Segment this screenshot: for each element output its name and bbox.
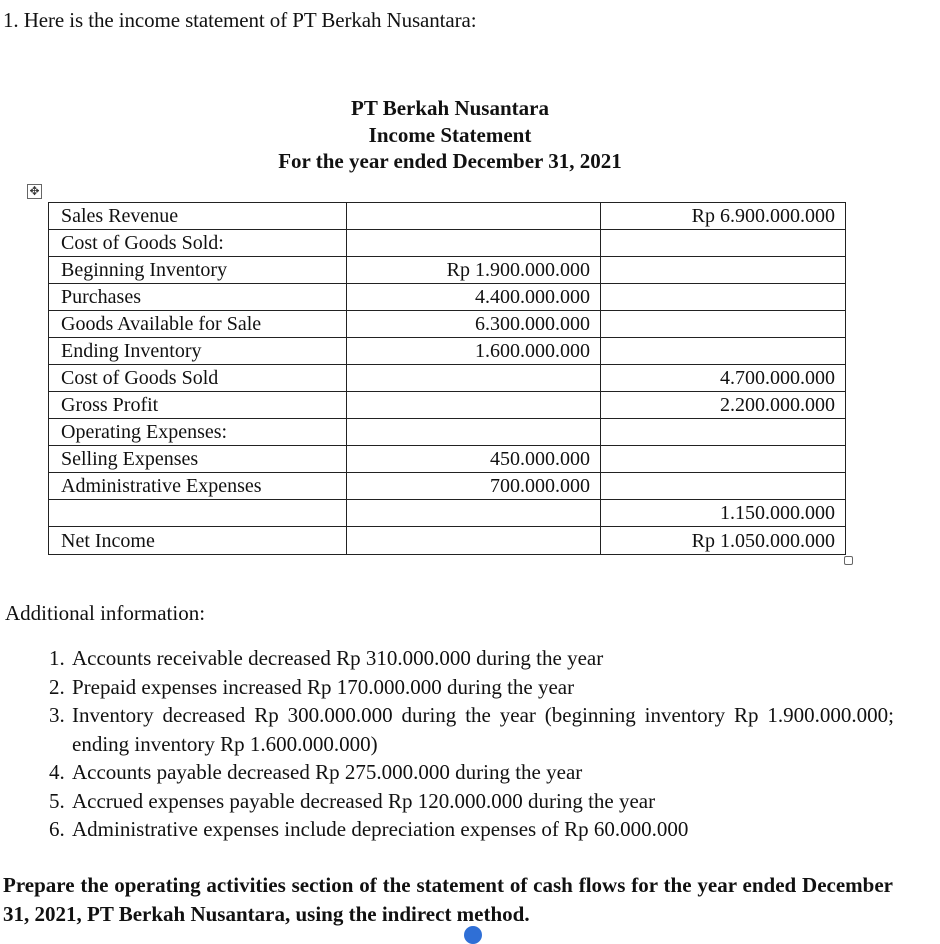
- list-item: 4. Accounts payable decreased Rp 275.000.000 during the year: [70, 758, 894, 787]
- row-amount-col2[interactable]: 4.700.000.000: [601, 365, 846, 392]
- list-item: 6. Administrative expenses include depreciation expenses of Rp 60.000.000: [70, 815, 894, 844]
- row-label[interactable]: Goods Available for Sale: [49, 311, 347, 338]
- list-item: 1. Accounts receivable decreased Rp 310.000.000 during the year: [70, 644, 894, 673]
- row-label[interactable]: Gross Profit: [49, 392, 347, 419]
- table-row: [49, 338, 846, 365]
- table-row: [49, 257, 846, 284]
- table-row: [49, 527, 846, 555]
- table-resize-handle[interactable]: [844, 556, 853, 565]
- row-amount-col1[interactable]: 450.000.000: [347, 446, 601, 473]
- row-amount-col2[interactable]: [601, 311, 846, 338]
- row-amount-col1[interactable]: [347, 230, 601, 257]
- task-instruction: Prepare the operating activities section of the statement of cash flows for the year ended December 31, 2021, PT Berkah Nusantara, using the indirect method.: [3, 873, 893, 926]
- question-intro: 1. Here is the income statement of PT Berkah Nusantara:: [3, 8, 477, 32]
- row-amount-col1[interactable]: 1.600.000.000: [347, 338, 601, 365]
- table-row: [49, 284, 846, 311]
- table-row: [49, 419, 846, 446]
- row-label[interactable]: Administrative Expenses: [49, 473, 347, 500]
- row-label[interactable]: Net Income: [49, 527, 347, 555]
- list-item: 2. Prepaid expenses increased Rp 170.000.000 during the year: [70, 673, 894, 702]
- row-label[interactable]: Cost of Goods Sold:: [49, 230, 347, 257]
- table-row: [49, 500, 846, 527]
- table-move-handle-icon[interactable]: ✥: [27, 184, 42, 199]
- row-amount-col1[interactable]: [347, 392, 601, 419]
- table-row: [49, 230, 846, 257]
- table-row: [49, 311, 846, 338]
- row-label[interactable]: Purchases: [49, 284, 347, 311]
- row-amount-col2[interactable]: [601, 338, 846, 365]
- list-item: 3. Inventory decreased Rp 300.000.000 during the year (beginning inventory Rp 1.900.000.000; ending inventory Rp 1.600.000.000): [70, 701, 894, 758]
- row-amount-col1[interactable]: 6.300.000.000: [347, 311, 601, 338]
- row-amount-col2[interactable]: [601, 230, 846, 257]
- list-item: 5. Accrued expenses payable decreased Rp 120.000.000 during the year: [70, 787, 894, 816]
- row-amount-col2[interactable]: [601, 419, 846, 446]
- row-amount-col1[interactable]: [347, 365, 601, 392]
- additional-info-list: [28, 644, 894, 844]
- row-label[interactable]: Cost of Goods Sold: [49, 365, 347, 392]
- row-amount-col2[interactable]: [601, 473, 846, 500]
- table-row: [49, 446, 846, 473]
- row-label[interactable]: Ending Inventory: [49, 338, 347, 365]
- row-amount-col1[interactable]: 700.000.000: [347, 473, 601, 500]
- row-label[interactable]: Beginning Inventory: [49, 257, 347, 284]
- table-row: [49, 473, 846, 500]
- table-row: [49, 203, 846, 230]
- row-amount-col1[interactable]: [347, 500, 601, 527]
- row-label[interactable]: Sales Revenue: [49, 203, 347, 230]
- additional-info-heading: Additional information:: [5, 601, 206, 625]
- row-amount-col2[interactable]: 1.150.000.000: [601, 500, 846, 527]
- row-amount-col2[interactable]: 2.200.000.000: [601, 392, 846, 419]
- table-row: [49, 365, 846, 392]
- income-statement-table: [48, 202, 846, 555]
- row-label[interactable]: [49, 500, 347, 527]
- row-label[interactable]: Selling Expenses: [49, 446, 347, 473]
- row-amount-col2[interactable]: [601, 257, 846, 284]
- row-label[interactable]: Operating Expenses:: [49, 419, 347, 446]
- table-row: [49, 392, 846, 419]
- row-amount-col1[interactable]: 4.400.000.000: [347, 284, 601, 311]
- company-name: PT Berkah Nusantara: [351, 96, 549, 120]
- row-amount-col2[interactable]: [601, 446, 846, 473]
- row-amount-col2[interactable]: Rp 1.050.000.000: [601, 527, 846, 555]
- statement-title: Income Statement: [368, 123, 532, 147]
- row-amount-col2[interactable]: [601, 284, 846, 311]
- row-amount-col1[interactable]: [347, 419, 601, 446]
- statement-period: For the year ended December 31, 2021: [278, 149, 622, 173]
- row-amount-col1[interactable]: Rp 1.900.000.000: [347, 257, 601, 284]
- row-amount-col2[interactable]: Rp 6.900.000.000: [601, 203, 846, 230]
- row-amount-col1[interactable]: [347, 203, 601, 230]
- row-amount-col1[interactable]: [347, 527, 601, 555]
- text-cursor-handle[interactable]: [464, 926, 482, 944]
